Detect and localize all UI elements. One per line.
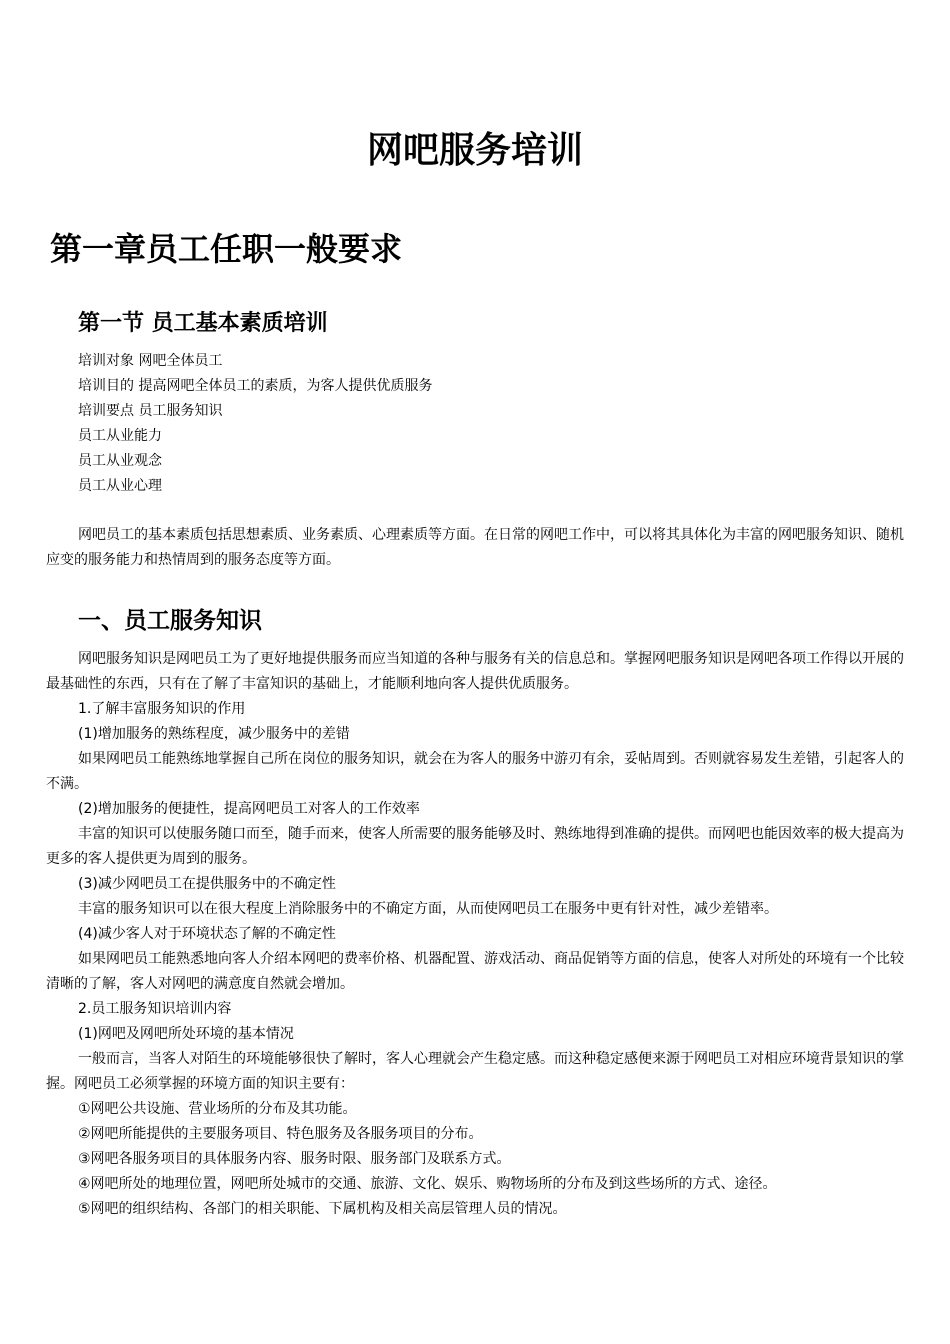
subsection-heading: 一、员工服务知识 bbox=[78, 608, 262, 634]
sub-point-heading: (4)减少客人对于环境状态了解的不确定性 bbox=[78, 926, 336, 942]
chapter-heading: 第一章员工任职一般要求 bbox=[50, 230, 403, 268]
info-line-concept: 员工从业观念 bbox=[78, 453, 162, 469]
info-line-ability: 员工从业能力 bbox=[78, 428, 162, 444]
list-item: ④网吧所处的地理位置，网吧所处城市的交通、旅游、文化、娱乐、购物场所的分布及到这些场所的方式、途径。 bbox=[78, 1176, 777, 1192]
info-line-target: 培训对象 网吧全体员工 bbox=[78, 353, 223, 369]
training-info-block bbox=[78, 349, 908, 499]
numbered-heading: 1.了解丰富服务知识的作用 bbox=[78, 701, 246, 717]
sub-point-heading: (1)网吧及网吧所处环境的基本情况 bbox=[78, 1026, 294, 1042]
numbered-heading: 2.员工服务知识培训内容 bbox=[78, 1001, 232, 1017]
body-paragraph: 如果网吧员工能熟练地掌握自己所在岗位的服务知识，就会在为客人的服务中游刃有余，妥帖周到。否则就容易发生差错，引起客人的不满。 bbox=[46, 751, 904, 792]
sub-point-heading: (2)增加服务的便捷性，提高网吧员工对客人的工作效率 bbox=[78, 801, 420, 817]
sub-point-heading: (3)减少网吧员工在提供服务中的不确定性 bbox=[78, 876, 336, 892]
body-content bbox=[46, 647, 904, 1222]
list-item: ⑤网吧的组织结构、各部门的相关职能、下属机构及相关高层管理人员的情况。 bbox=[78, 1201, 567, 1217]
section-heading: 第一节 员工基本素质培训 bbox=[78, 311, 328, 336]
list-item: ①网吧公共设施、营业场所的分布及其功能。 bbox=[78, 1101, 357, 1117]
info-line-points: 培训要点 员工服务知识 bbox=[78, 403, 223, 419]
body-paragraph: 如果网吧员工能熟悉地向客人介绍本网吧的费率价格、机器配置、游戏活动、商品促销等方面的信息，使客人对所处的环境有一个比较清晰的了解，客人对网吧的满意度自然就会增加。 bbox=[46, 951, 904, 992]
body-paragraph: 丰富的服务知识可以在很大程度上消除服务中的不确定方面，从而使网吧员工在服务中更有针对性，减少差错率。 bbox=[78, 901, 778, 917]
info-line-purpose: 培训目的 提高网吧全体员工的素质，为客人提供优质服务 bbox=[78, 378, 433, 394]
list-item: ②网吧所能提供的主要服务项目、特色服务及各服务项目的分布。 bbox=[78, 1126, 483, 1142]
info-line-psychology: 员工从业心理 bbox=[78, 478, 162, 494]
list-item: ③网吧各服务项目的具体服务内容、服务时限、服务部门及联系方式。 bbox=[78, 1151, 511, 1167]
intro-paragraph: 网吧员工的基本素质包括思想素质、业务素质、心理素质等方面。在日常的网吧工作中，可以将其具体化为丰富的网吧服务知识、随机应变的服务能力和热情周到的服务态度等方面。 bbox=[46, 527, 904, 568]
body-paragraph: 网吧服务知识是网吧员工为了更好地提供服务而应当知道的各种与服务有关的信息总和。掌握网吧服务知识是网吧各项工作得以开展的最基础性的东西，只有在了解了丰富知识的基础上，才能顺利地向客人提供优质服务。 bbox=[46, 651, 904, 692]
body-paragraph: 一般而言，当客人对陌生的环境能够很快了解时，客人心理就会产生稳定感。而这种稳定感便来源于网吧员工对相应环境背景知识的掌握。网吧员工必须掌握的环境方面的知识主要有： bbox=[46, 1051, 904, 1092]
body-paragraph: 丰富的知识可以使服务随口而至，随手而来，使客人所需要的服务能够及时、熟练地得到准确的提供。而网吧也能因效率的极大提高为更多的客人提供更为周到的服务。 bbox=[46, 826, 904, 867]
sub-point-heading: (1)增加服务的熟练程度，减少服务中的差错 bbox=[78, 726, 350, 742]
document-title: 网吧服务培训 bbox=[366, 130, 583, 171]
intro-paragraph-block bbox=[46, 523, 904, 573]
